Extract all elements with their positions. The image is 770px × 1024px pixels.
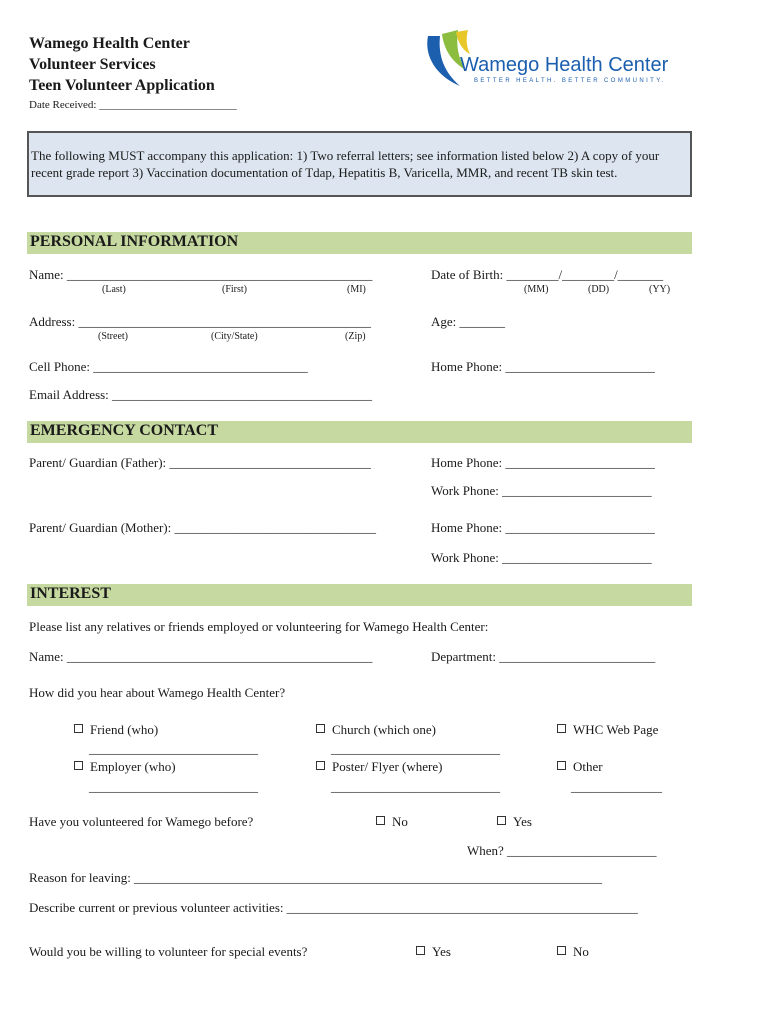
hear-prompt: How did you hear about Wamego Health Center? [29, 685, 286, 700]
address-street-label: (Street) [98, 331, 128, 342]
option-church[interactable] [316, 722, 436, 738]
email-field[interactable]: Email Address: ________________________________________ [29, 387, 373, 402]
address-field[interactable]: Address: _____________________________________________ [29, 314, 371, 329]
option-employer[interactable] [74, 759, 176, 775]
notice-text: The following MUST accompany this application: 1) Two referral letters; see information listed below 2) A copy of your recent grade report 3) Vaccination documentation of Tdap, Hepatitis B, Varicella, MMR, and recent TB skin test. [31, 148, 660, 180]
checkbox-other[interactable] [557, 761, 566, 770]
option-friend[interactable] [74, 722, 158, 738]
checkbox-volunteered-no[interactable] [376, 816, 385, 825]
option-web[interactable] [557, 722, 658, 738]
section-interest [27, 584, 692, 606]
header-line-1: Wamego Health Center [29, 35, 190, 52]
volunteered-yes[interactable] [497, 814, 532, 830]
dob-yy-label: (YY) [649, 284, 671, 295]
dob-field[interactable]: Date of Birth: ________/________/_______ [431, 267, 664, 282]
mother-home-phone-field[interactable]: Home Phone: _______________________ [431, 520, 655, 535]
section-title: PERSONAL INFORMATION [30, 233, 239, 250]
father-home-phone-field[interactable]: Home Phone: _______________________ [431, 455, 655, 470]
checkbox-volunteered-yes[interactable] [497, 816, 506, 825]
logo-name: Wamego Health Center [460, 54, 669, 76]
employer-blank[interactable]: __________________________ [89, 779, 258, 794]
option-poster[interactable] [316, 759, 442, 775]
cell-phone-field[interactable]: Cell Phone: _________________________________ [29, 359, 308, 374]
option-web-label: WHC Web Page [573, 722, 659, 737]
option-church-label: Church (which one) [332, 722, 436, 737]
mother-work-phone-field[interactable]: Work Phone: _______________________ [431, 550, 652, 565]
checkbox-special-yes[interactable] [416, 946, 425, 955]
relative-department-field[interactable]: Department: ________________________ [431, 649, 656, 664]
option-poster-label: Poster/ Flyer (where) [332, 759, 443, 774]
volunteered-yes-label: Yes [513, 814, 532, 829]
logo [422, 28, 692, 90]
special-no[interactable] [557, 944, 589, 960]
name-first-label: (First) [222, 284, 247, 295]
address-zip-label: (Zip) [345, 331, 366, 342]
section-title: INTEREST [30, 585, 111, 602]
special-yes-label: Yes [432, 944, 451, 959]
friend-blank[interactable]: __________________________ [89, 741, 258, 756]
dob-mm-label: (MM) [524, 284, 549, 295]
poster-blank[interactable]: __________________________ [331, 779, 500, 794]
checkbox-special-no[interactable] [557, 946, 566, 955]
relative-name-field[interactable]: Name: _______________________________________________ [29, 649, 373, 664]
father-field[interactable]: Parent/ Guardian (Father): _______________________________ [29, 455, 371, 470]
option-other[interactable] [557, 759, 603, 775]
section-emergency-contact [27, 421, 692, 443]
special-yes[interactable] [416, 944, 451, 960]
name-mi-label: (MI) [347, 284, 366, 295]
option-friend-label: Friend (who) [90, 722, 159, 737]
section-title: EMERGENCY CONTACT [30, 422, 219, 439]
section-personal-information [27, 232, 692, 254]
address-city-label: (City/State) [211, 331, 258, 342]
header-line-2: Volunteer Services [29, 56, 156, 73]
logo-tagline: BETTER HEALTH. BETTER COMMUNITY. [474, 78, 666, 84]
header-line-3: Teen Volunteer Application [29, 77, 215, 94]
volunteered-prompt: Have you volunteered for Wamego before? [29, 814, 254, 829]
when-field[interactable]: When? _______________________ [467, 843, 657, 858]
other-blank[interactable]: ______________ [571, 779, 662, 794]
option-other-label: Other [573, 759, 603, 774]
special-events-prompt: Would you be willing to volunteer for special events? [29, 944, 308, 959]
home-phone-field[interactable]: Home Phone: _______________________ [431, 359, 655, 374]
checkbox-friend[interactable] [74, 724, 83, 733]
volunteered-no-label: No [392, 814, 408, 829]
relatives-prompt: Please list any relatives or friends employed or volunteering for Wamego Health Center: [29, 619, 489, 634]
notice-box [27, 131, 692, 197]
option-employer-label: Employer (who) [90, 759, 176, 774]
father-work-phone-field[interactable]: Work Phone: _______________________ [431, 483, 652, 498]
name-field[interactable]: Name: _______________________________________________ [29, 267, 373, 282]
church-blank[interactable]: __________________________ [331, 741, 500, 756]
date-received-field[interactable]: Date Received: _________________________ [29, 99, 237, 111]
age-field[interactable]: Age: _______ [431, 314, 506, 329]
checkbox-employer[interactable] [74, 761, 83, 770]
volunteered-no[interactable] [376, 814, 408, 830]
checkbox-church[interactable] [316, 724, 325, 733]
checkbox-poster[interactable] [316, 761, 325, 770]
special-no-label: No [573, 944, 589, 959]
checkbox-web[interactable] [557, 724, 566, 733]
name-last-label: (Last) [102, 284, 126, 295]
mother-field[interactable]: Parent/ Guardian (Mother): _______________________________ [29, 520, 376, 535]
describe-activities-field[interactable]: Describe current or previous volunteer activities: ______________________________________________________ [29, 900, 638, 915]
dob-dd-label: (DD) [588, 284, 610, 295]
reason-leaving-field[interactable]: Reason for leaving: ________________________________________________________________________ [29, 870, 603, 885]
